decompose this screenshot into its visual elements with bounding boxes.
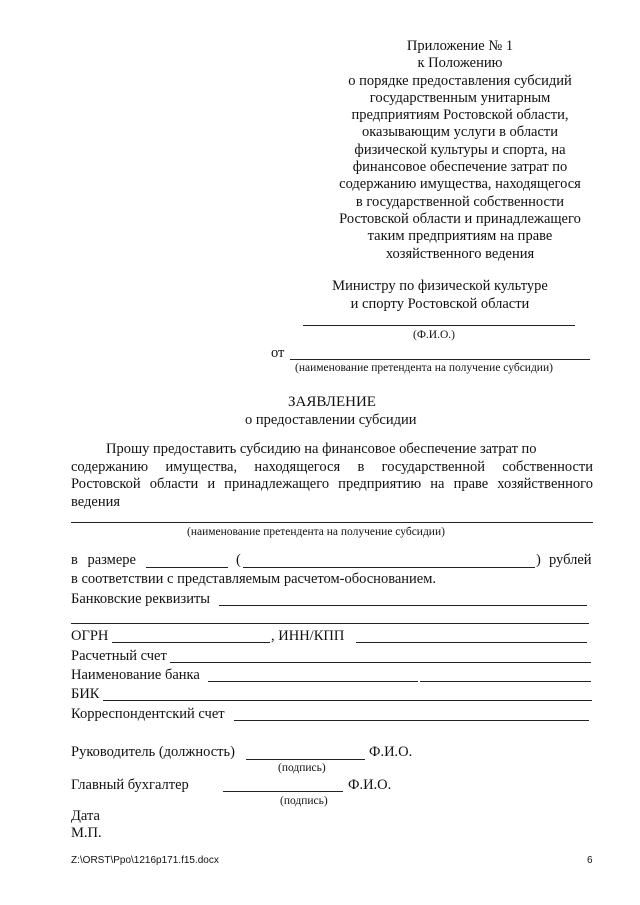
addressee-block: [300, 278, 580, 313]
accordance-text: в соответствии с представляемым расчетом-обоснованием.: [71, 571, 437, 587]
accountant-signature-line[interactable]: [223, 791, 343, 792]
footer-file-path: Z:\ORST\Ppo\1216p171.f15.docx: [71, 855, 219, 866]
applicant-caption-body: (наименование претендента на получение субсидии): [187, 526, 445, 538]
bank-details-line[interactable]: [219, 605, 587, 606]
document-title: ЗАЯВЛЕНИЕ: [288, 394, 376, 410]
appendix-line: Приложение № 1: [406, 38, 514, 54]
appendix-line: о порядке предоставления субсидий: [348, 72, 572, 89]
accountant-signature-caption: (подпись): [280, 795, 328, 807]
amount-number-line[interactable]: [146, 567, 228, 568]
bank-details-label: Банковские реквизиты: [71, 591, 211, 607]
applicant-caption-top: (наименование претендента на получение субсидии): [295, 362, 553, 374]
paragraph-rest: содержанию имущества, находящегося в государственной собственности Ростовской области и принадлежащего предприятию на праве хозяйственного ведения: [71, 458, 593, 510]
paragraph-first-line: Прошу предоставить субсидию на финансовое обеспечение затрат по: [106, 441, 537, 457]
appendix-line: в государственной собственности: [355, 193, 565, 210]
head-label: Руководитель (должность): [71, 744, 235, 760]
appendix-line: физической культуры и спорта, на: [354, 141, 566, 158]
fio-caption: (Ф.И.О.): [413, 329, 455, 341]
seal-label: М.П.: [71, 825, 102, 841]
appendix-line: финансовое обеспечение затрат по: [352, 159, 568, 176]
bank-name-label: Наименование банка: [71, 667, 200, 683]
corr-account-label: Корреспондентский счет: [71, 706, 225, 722]
bank-details-line-2[interactable]: [71, 623, 589, 624]
head-signature-caption: (подпись): [278, 762, 326, 774]
from-field-line[interactable]: [290, 359, 590, 360]
applicant-name-line[interactable]: [71, 522, 593, 523]
fio-field-line[interactable]: [303, 325, 575, 326]
appendix-line: оказывающим услуги в области: [361, 124, 559, 141]
account-label: Расчетный счет: [71, 648, 167, 664]
bank-name-field-line-2[interactable]: [420, 681, 591, 682]
appendix-line: предприятиям Ростовской области,: [351, 107, 569, 124]
inn-label: , ИНН/КПП: [271, 628, 345, 644]
account-field-line[interactable]: [170, 662, 591, 663]
amount-prefix: в размере: [71, 552, 136, 568]
request-paragraph: [71, 441, 593, 511]
accountant-fio-label: Ф.И.О.: [348, 777, 392, 793]
date-label: Дата: [71, 808, 100, 824]
bank-name-field-line[interactable]: [208, 681, 418, 682]
inn-field-line[interactable]: [356, 642, 587, 643]
paren-open: (: [236, 552, 241, 568]
ogrn-label: ОГРН: [71, 628, 109, 644]
head-fio-label: Ф.И.О.: [369, 744, 413, 760]
appendix-line: к Положению: [417, 55, 503, 72]
ogrn-field-line[interactable]: [112, 642, 270, 643]
appendix-line: хозяйственного ведения: [385, 245, 535, 262]
currency-label: рублей: [549, 552, 592, 568]
page-number: 6: [587, 855, 593, 866]
appendix-line: таким предприятиям на праве: [367, 228, 553, 245]
document-subtitle: о предоставлении субсидии: [245, 412, 417, 428]
head-signature-line[interactable]: [246, 759, 365, 760]
bik-field-line[interactable]: [103, 700, 592, 701]
addressee-line: и спорту Ростовской области: [350, 295, 530, 312]
appendix-line: Ростовской области и принадлежащего: [339, 210, 581, 227]
bik-label: БИК: [71, 686, 100, 702]
paren-close: ): [536, 552, 541, 568]
corr-account-field-line[interactable]: [234, 720, 589, 721]
addressee-line: Министру по физической культуре: [332, 278, 548, 294]
appendix-header: [310, 38, 610, 263]
accountant-label: Главный бухгалтер: [71, 777, 189, 793]
amount-words-line[interactable]: [243, 567, 535, 568]
from-label: от: [271, 345, 285, 361]
appendix-line: содержанию имущества, находящегося: [339, 176, 581, 193]
appendix-line: государственным унитарным: [369, 89, 551, 106]
